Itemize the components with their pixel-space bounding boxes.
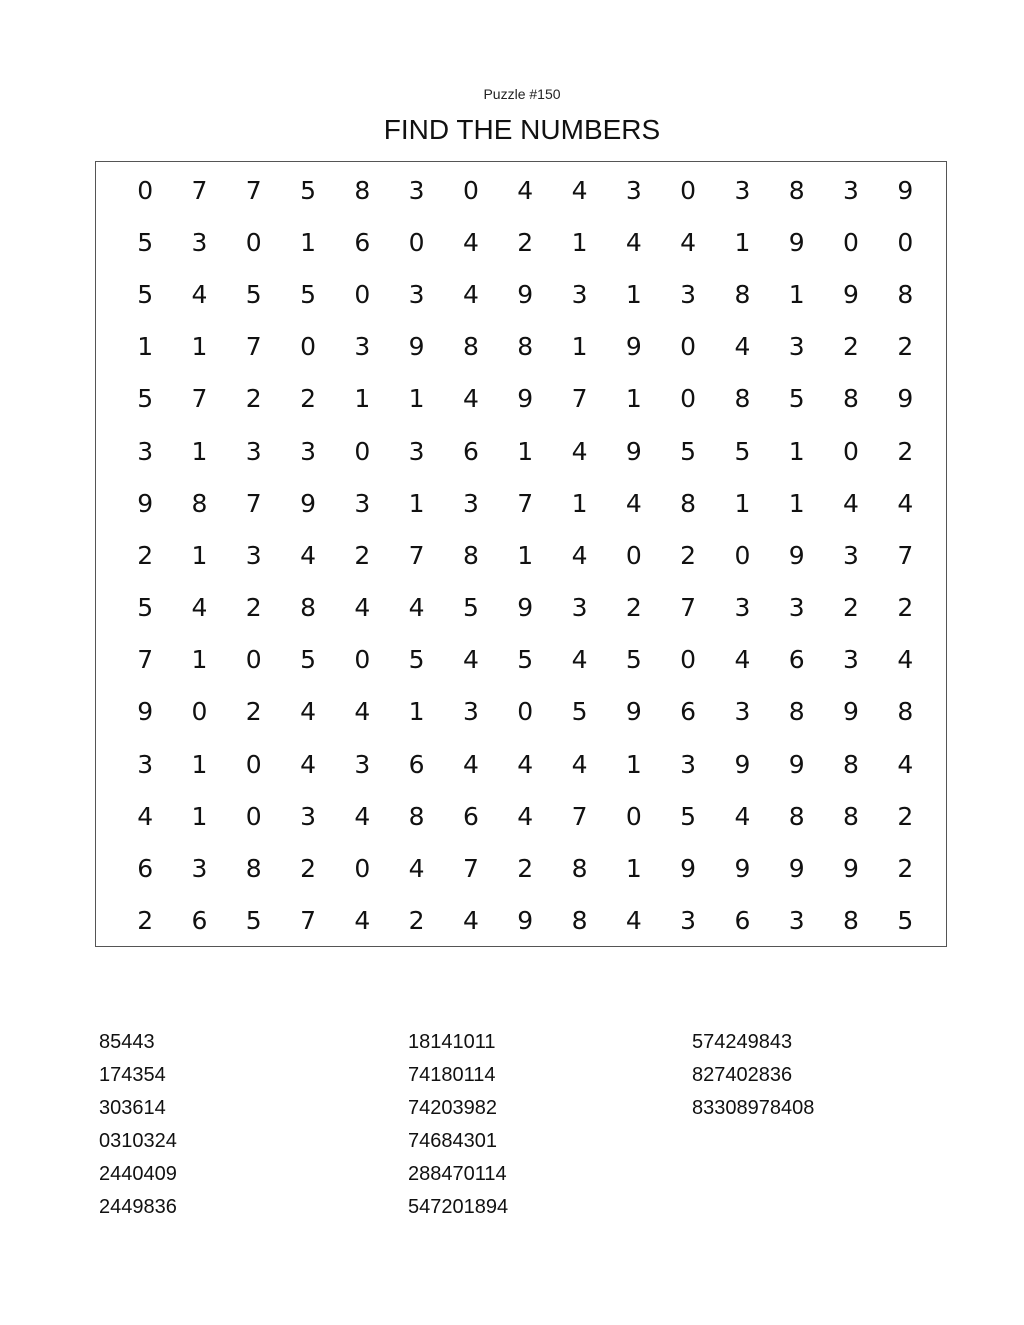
grid-cell[interactable]: 6 xyxy=(191,906,208,936)
grid-row xyxy=(118,425,933,477)
grid-cell[interactable]: 4 xyxy=(517,175,534,205)
target-number: 2449836 xyxy=(99,1196,177,1218)
grid-cell[interactable]: 0 xyxy=(354,645,371,675)
grid-cell[interactable]: 8 xyxy=(897,279,914,309)
grid-cell[interactable]: 4 xyxy=(462,227,479,257)
grid-cell[interactable]: 3 xyxy=(137,436,154,466)
grid-row xyxy=(118,582,933,634)
grid-cell[interactable]: 0 xyxy=(625,801,642,831)
grid-cell[interactable]: 7 xyxy=(245,488,262,518)
grid-cell[interactable]: 2 xyxy=(517,854,534,884)
grid-cell[interactable]: 1 xyxy=(191,749,208,779)
grid-cell[interactable]: 5 xyxy=(137,384,154,414)
grid-cell[interactable]: 7 xyxy=(245,175,262,205)
grid-cell[interactable]: 8 xyxy=(300,593,316,623)
grid-cell[interactable]: 7 xyxy=(571,384,588,414)
grid-cell[interactable]: 9 xyxy=(734,854,751,884)
grid-cell[interactable]: 3 xyxy=(571,593,588,623)
grid-cell[interactable]: 8 xyxy=(788,175,805,205)
grid-cell[interactable]: 4 xyxy=(843,488,859,518)
grid-cell[interactable]: 3 xyxy=(788,906,805,936)
grid-cell[interactable]: 3 xyxy=(680,749,697,779)
grid-cell[interactable]: 0 xyxy=(680,175,697,205)
grid-row xyxy=(118,842,933,894)
grid-cell[interactable]: 0 xyxy=(245,801,262,831)
grid-cell[interactable]: 1 xyxy=(571,227,588,257)
grid-cell[interactable]: 3 xyxy=(408,279,425,309)
grid-cell[interactable]: 9 xyxy=(625,436,642,466)
grid-cell[interactable]: 7 xyxy=(191,175,208,205)
grid-cell[interactable]: 8 xyxy=(843,384,859,414)
grid-cell[interactable]: 5 xyxy=(245,279,262,309)
grid-cell[interactable]: 3 xyxy=(843,175,859,205)
grid-cell[interactable]: 3 xyxy=(462,697,479,727)
grid-cell[interactable]: 9 xyxy=(137,488,154,518)
grid-cell[interactable]: 4 xyxy=(571,645,588,675)
grid-cell[interactable]: 6 xyxy=(354,227,371,257)
grid-cell[interactable]: 1 xyxy=(191,540,208,570)
grid-cell[interactable]: 4 xyxy=(734,801,751,831)
grid-cell[interactable]: 0 xyxy=(354,436,371,466)
target-number: 74684301 xyxy=(408,1130,497,1152)
grid-cell[interactable]: 0 xyxy=(517,697,534,727)
grid-cell[interactable]: 1 xyxy=(788,279,805,309)
grid-cell[interactable]: 1 xyxy=(625,384,642,414)
grid-cell[interactable]: 3 xyxy=(245,436,262,466)
grid-cell[interactable]: 0 xyxy=(245,227,262,257)
grid-cell[interactable]: 9 xyxy=(734,749,751,779)
grid-cell[interactable]: 1 xyxy=(300,227,316,257)
grid-cell[interactable]: 8 xyxy=(788,801,805,831)
grid-cell[interactable]: 5 xyxy=(137,593,154,623)
grid-cell[interactable]: 2 xyxy=(897,801,914,831)
grid-cell[interactable]: 9 xyxy=(788,540,805,570)
grid-cell[interactable]: 7 xyxy=(245,332,262,362)
grid-cell[interactable]: 0 xyxy=(245,645,262,675)
grid-cell[interactable]: 1 xyxy=(408,384,425,414)
grid-cell[interactable]: 0 xyxy=(137,175,154,205)
grid-cell[interactable]: 4 xyxy=(897,488,914,518)
grid-cell[interactable]: 2 xyxy=(843,332,859,362)
grid-cell[interactable]: 8 xyxy=(191,488,208,518)
grid-cell[interactable]: 6 xyxy=(680,697,697,727)
grid-cell[interactable]: 8 xyxy=(734,384,751,414)
grid-cell[interactable]: 7 xyxy=(300,906,316,936)
grid-cell[interactable]: 2 xyxy=(843,593,859,623)
grid-cell[interactable]: 0 xyxy=(408,227,425,257)
grid-cell[interactable]: 2 xyxy=(245,384,262,414)
grid-row xyxy=(118,895,933,947)
grid-cell[interactable]: 1 xyxy=(788,488,805,518)
grid-cell[interactable]: 1 xyxy=(517,540,534,570)
grid-cell[interactable]: 4 xyxy=(517,801,534,831)
grid-cell[interactable]: 4 xyxy=(897,749,914,779)
grid-cell[interactable]: 0 xyxy=(300,332,316,362)
grid-cell[interactable]: 4 xyxy=(517,749,534,779)
grid-cell[interactable]: 1 xyxy=(191,801,208,831)
grid-cell[interactable]: 3 xyxy=(625,175,642,205)
grid-cell[interactable]: 5 xyxy=(300,175,316,205)
grid-cell[interactable]: 8 xyxy=(843,749,859,779)
grid-cell[interactable]: 1 xyxy=(734,227,751,257)
grid-cell[interactable]: 7 xyxy=(897,540,914,570)
grid-cell[interactable]: 3 xyxy=(680,906,697,936)
grid-cell[interactable]: 4 xyxy=(462,645,479,675)
target-number: 827402836 xyxy=(692,1064,793,1086)
grid-row xyxy=(118,321,933,373)
grid-cell[interactable]: 1 xyxy=(571,332,588,362)
grid-cell[interactable]: 1 xyxy=(354,384,371,414)
target-number: 174354 xyxy=(99,1064,166,1086)
grid-cell[interactable]: 4 xyxy=(191,279,208,309)
grid-cell[interactable]: 4 xyxy=(625,488,642,518)
grid-cell[interactable]: 0 xyxy=(843,436,859,466)
grid-cell[interactable]: 9 xyxy=(897,175,914,205)
grid-row xyxy=(118,738,933,790)
grid-cell[interactable]: 1 xyxy=(408,488,425,518)
grid-cell[interactable]: 4 xyxy=(571,540,588,570)
grid-cell[interactable]: 9 xyxy=(788,749,805,779)
grid-cell[interactable]: 0 xyxy=(191,697,208,727)
target-number: 574249843 xyxy=(692,1031,793,1053)
grid-cell[interactable]: 9 xyxy=(788,854,805,884)
target-number: 74203982 xyxy=(408,1097,497,1119)
grid-row xyxy=(118,634,933,686)
grid-cell[interactable]: 4 xyxy=(408,593,425,623)
grid-cell[interactable]: 0 xyxy=(354,279,371,309)
grid-cell[interactable]: 4 xyxy=(354,801,371,831)
grid-cell[interactable]: 0 xyxy=(680,332,697,362)
grid-cell[interactable]: 5 xyxy=(245,906,262,936)
number-list-column xyxy=(99,1030,177,1228)
grid-cell[interactable]: 3 xyxy=(191,854,208,884)
grid-cell[interactable]: 7 xyxy=(137,645,154,675)
grid-cell[interactable]: 2 xyxy=(897,436,914,466)
grid-cell[interactable]: 3 xyxy=(137,749,154,779)
grid-cell[interactable]: 4 xyxy=(354,906,371,936)
grid-cell[interactable]: 8 xyxy=(517,332,534,362)
grid-cell[interactable]: 5 xyxy=(680,436,697,466)
grid-cell[interactable]: 1 xyxy=(788,436,805,466)
grid-cell[interactable]: 1 xyxy=(571,488,588,518)
target-number: 303614 xyxy=(99,1097,166,1119)
grid-cell[interactable]: 8 xyxy=(462,332,479,362)
grid-cell[interactable]: 3 xyxy=(571,279,588,309)
page-title: FIND THE NUMBERS xyxy=(383,114,661,145)
grid-cell[interactable]: 1 xyxy=(625,749,642,779)
grid-cell[interactable]: 4 xyxy=(354,593,371,623)
grid-cell[interactable]: 7 xyxy=(462,854,479,884)
grid-cell[interactable]: 5 xyxy=(680,801,697,831)
grid-row xyxy=(118,216,933,268)
grid-cell[interactable]: 2 xyxy=(897,854,914,884)
grid-cell[interactable]: 8 xyxy=(843,906,859,936)
target-number: 18141011 xyxy=(408,1031,496,1053)
grid-cell[interactable]: 9 xyxy=(843,697,859,727)
grid-cell[interactable]: 9 xyxy=(625,332,642,362)
grid-cell[interactable]: 4 xyxy=(625,227,642,257)
grid-cell[interactable]: 5 xyxy=(137,227,154,257)
grid-cell[interactable]: 4 xyxy=(137,801,154,831)
grid-cell[interactable]: 1 xyxy=(191,332,208,362)
grid-cell[interactable]: 7 xyxy=(571,801,588,831)
number-list-column xyxy=(692,1030,814,1129)
grid-cell[interactable]: 9 xyxy=(680,854,697,884)
grid-cell[interactable]: 0 xyxy=(680,645,697,675)
target-number: 0310324 xyxy=(99,1130,177,1152)
grid-cell[interactable]: 5 xyxy=(734,436,751,466)
puzzle-number: Puzzle #150 xyxy=(483,86,561,102)
grid-cell[interactable]: 3 xyxy=(245,540,262,570)
puzzle-grid xyxy=(118,162,933,947)
grid-cell[interactable]: 6 xyxy=(408,749,425,779)
grid-cell[interactable]: 8 xyxy=(843,801,859,831)
grid-cell[interactable]: 5 xyxy=(517,645,534,675)
grid-cell[interactable]: 0 xyxy=(625,540,642,570)
grid-cell[interactable]: 5 xyxy=(462,593,479,623)
target-number: 83308978408 xyxy=(692,1097,815,1119)
grid-cell[interactable]: 0 xyxy=(897,227,914,257)
grid-cell[interactable]: 8 xyxy=(462,540,479,570)
grid-cell[interactable]: 3 xyxy=(734,697,751,727)
grid-cell[interactable]: 4 xyxy=(300,749,316,779)
grid-cell[interactable]: 4 xyxy=(462,384,479,414)
grid-cell[interactable]: 1 xyxy=(517,436,534,466)
grid-cell[interactable]: 3 xyxy=(462,488,479,518)
grid-cell[interactable]: 4 xyxy=(354,697,371,727)
grid-cell[interactable]: 2 xyxy=(625,593,642,623)
target-number: 2440409 xyxy=(99,1163,177,1185)
grid-cell[interactable]: 2 xyxy=(517,227,534,257)
grid-cell[interactable]: 3 xyxy=(408,436,425,466)
grid-row xyxy=(118,477,933,529)
grid-cell[interactable]: 0 xyxy=(734,540,751,570)
grid-cell[interactable]: 5 xyxy=(571,697,588,727)
grid-cell[interactable]: 0 xyxy=(354,854,371,884)
grid-cell[interactable]: 3 xyxy=(354,488,371,518)
grid-cell[interactable]: 3 xyxy=(408,175,425,205)
grid-cell[interactable]: 1 xyxy=(191,436,208,466)
grid-cell[interactable]: 6 xyxy=(788,645,805,675)
grid-cell[interactable]: 3 xyxy=(788,593,805,623)
grid-cell[interactable]: 5 xyxy=(137,279,154,309)
grid-cell[interactable]: 6 xyxy=(734,906,751,936)
grid-cell[interactable]: 4 xyxy=(625,906,642,936)
grid-cell[interactable]: 3 xyxy=(788,332,805,362)
grid-cell[interactable]: 3 xyxy=(354,332,371,362)
grid-cell[interactable]: 2 xyxy=(137,540,154,570)
grid-cell[interactable]: 0 xyxy=(462,175,479,205)
grid-cell[interactable]: 5 xyxy=(897,906,914,936)
grid-cell[interactable]: 3 xyxy=(354,749,371,779)
grid-cell[interactable]: 2 xyxy=(245,697,262,727)
grid-cell[interactable]: 4 xyxy=(571,436,588,466)
target-number: 547201894 xyxy=(408,1196,509,1218)
grid-row xyxy=(118,529,933,581)
grid-cell[interactable]: 6 xyxy=(137,854,154,884)
target-number: 74180114 xyxy=(408,1064,496,1086)
grid-cell[interactable]: 1 xyxy=(191,645,208,675)
grid-cell[interactable]: 6 xyxy=(462,801,479,831)
grid-cell[interactable]: 4 xyxy=(734,332,751,362)
target-number: 288470114 xyxy=(408,1163,507,1185)
grid-cell[interactable]: 8 xyxy=(354,175,371,205)
grid-cell[interactable]: 8 xyxy=(408,801,425,831)
grid-cell[interactable]: 3 xyxy=(843,645,859,675)
grid-cell[interactable]: 4 xyxy=(300,540,316,570)
grid-cell[interactable]: 6 xyxy=(462,436,479,466)
grid-cell[interactable]: 3 xyxy=(191,227,208,257)
number-list-column xyxy=(408,1030,508,1228)
grid-cell[interactable]: 2 xyxy=(300,384,316,414)
grid-cell[interactable]: 3 xyxy=(734,175,751,205)
grid-cell[interactable]: 2 xyxy=(680,540,697,570)
grid-cell[interactable]: 7 xyxy=(191,384,208,414)
grid-cell[interactable]: 9 xyxy=(843,854,859,884)
grid-cell[interactable]: 7 xyxy=(408,540,425,570)
grid-cell[interactable]: 8 xyxy=(571,854,588,884)
grid-cell[interactable]: 8 xyxy=(245,854,262,884)
grid-cell[interactable]: 4 xyxy=(571,749,588,779)
grid-cell[interactable]: 4 xyxy=(408,854,425,884)
grid-cell[interactable]: 2 xyxy=(897,593,914,623)
grid-cell[interactable]: 5 xyxy=(788,384,805,414)
grid-cell[interactable]: 2 xyxy=(897,332,914,362)
grid-cell[interactable]: 4 xyxy=(897,645,914,675)
grid-cell[interactable]: 1 xyxy=(408,697,425,727)
grid-cell[interactable]: 1 xyxy=(137,332,154,362)
grid-row xyxy=(118,790,933,842)
grid-cell[interactable]: 8 xyxy=(788,697,805,727)
puzzle-grid-frame xyxy=(95,161,947,947)
grid-cell[interactable]: 2 xyxy=(245,593,262,623)
grid-cell[interactable]: 2 xyxy=(300,854,316,884)
grid-cell[interactable]: 5 xyxy=(625,645,642,675)
grid-cell[interactable]: 5 xyxy=(300,645,316,675)
grid-cell[interactable]: 4 xyxy=(462,279,479,309)
grid-cell[interactable]: 4 xyxy=(462,906,479,936)
grid-cell[interactable]: 9 xyxy=(517,384,534,414)
grid-cell[interactable]: 4 xyxy=(191,593,208,623)
grid-cell[interactable]: 0 xyxy=(843,227,859,257)
grid-cell[interactable]: 4 xyxy=(734,645,751,675)
grid-cell[interactable]: 4 xyxy=(300,697,316,727)
grid-cell[interactable]: 9 xyxy=(517,279,534,309)
grid-row xyxy=(118,373,933,425)
grid-cell[interactable]: 5 xyxy=(300,279,316,309)
grid-cell[interactable]: 0 xyxy=(245,749,262,779)
grid-cell[interactable]: 4 xyxy=(680,227,697,257)
grid-cell[interactable]: 3 xyxy=(300,801,316,831)
grid-cell[interactable]: 9 xyxy=(625,697,642,727)
grid-cell[interactable]: 8 xyxy=(734,279,751,309)
grid-cell[interactable]: 2 xyxy=(408,906,425,936)
grid-cell[interactable]: 3 xyxy=(843,540,859,570)
grid-cell[interactable]: 9 xyxy=(843,279,859,309)
grid-cell[interactable]: 8 xyxy=(571,906,588,936)
grid-cell[interactable]: 9 xyxy=(408,332,425,362)
grid-cell[interactable]: 9 xyxy=(137,697,154,727)
grid-cell[interactable]: 8 xyxy=(680,488,697,518)
grid-cell[interactable]: 3 xyxy=(734,593,751,623)
grid-cell[interactable]: 1 xyxy=(734,488,751,518)
grid-cell[interactable]: 9 xyxy=(517,593,534,623)
grid-cell[interactable]: 1 xyxy=(625,279,642,309)
grid-cell[interactable]: 1 xyxy=(625,854,642,884)
grid-cell[interactable]: 2 xyxy=(137,906,154,936)
grid-cell[interactable]: 9 xyxy=(788,227,805,257)
grid-cell[interactable]: 3 xyxy=(680,279,697,309)
grid-cell[interactable]: 9 xyxy=(517,906,534,936)
grid-cell[interactable]: 2 xyxy=(354,540,371,570)
grid-row xyxy=(118,268,933,320)
grid-cell[interactable]: 3 xyxy=(300,436,316,466)
target-number: 85443 xyxy=(99,1031,155,1053)
grid-cell[interactable]: 0 xyxy=(680,384,697,414)
grid-cell[interactable]: 7 xyxy=(517,488,534,518)
grid-cell[interactable]: 9 xyxy=(897,384,914,414)
grid-cell[interactable]: 5 xyxy=(408,645,425,675)
grid-cell[interactable]: 4 xyxy=(571,175,588,205)
grid-cell[interactable]: 8 xyxy=(897,697,914,727)
grid-row xyxy=(118,164,933,216)
grid-cell[interactable]: 9 xyxy=(300,488,316,518)
grid-cell[interactable]: 7 xyxy=(680,593,697,623)
grid-cell[interactable]: 4 xyxy=(462,749,479,779)
grid-row xyxy=(118,686,933,738)
